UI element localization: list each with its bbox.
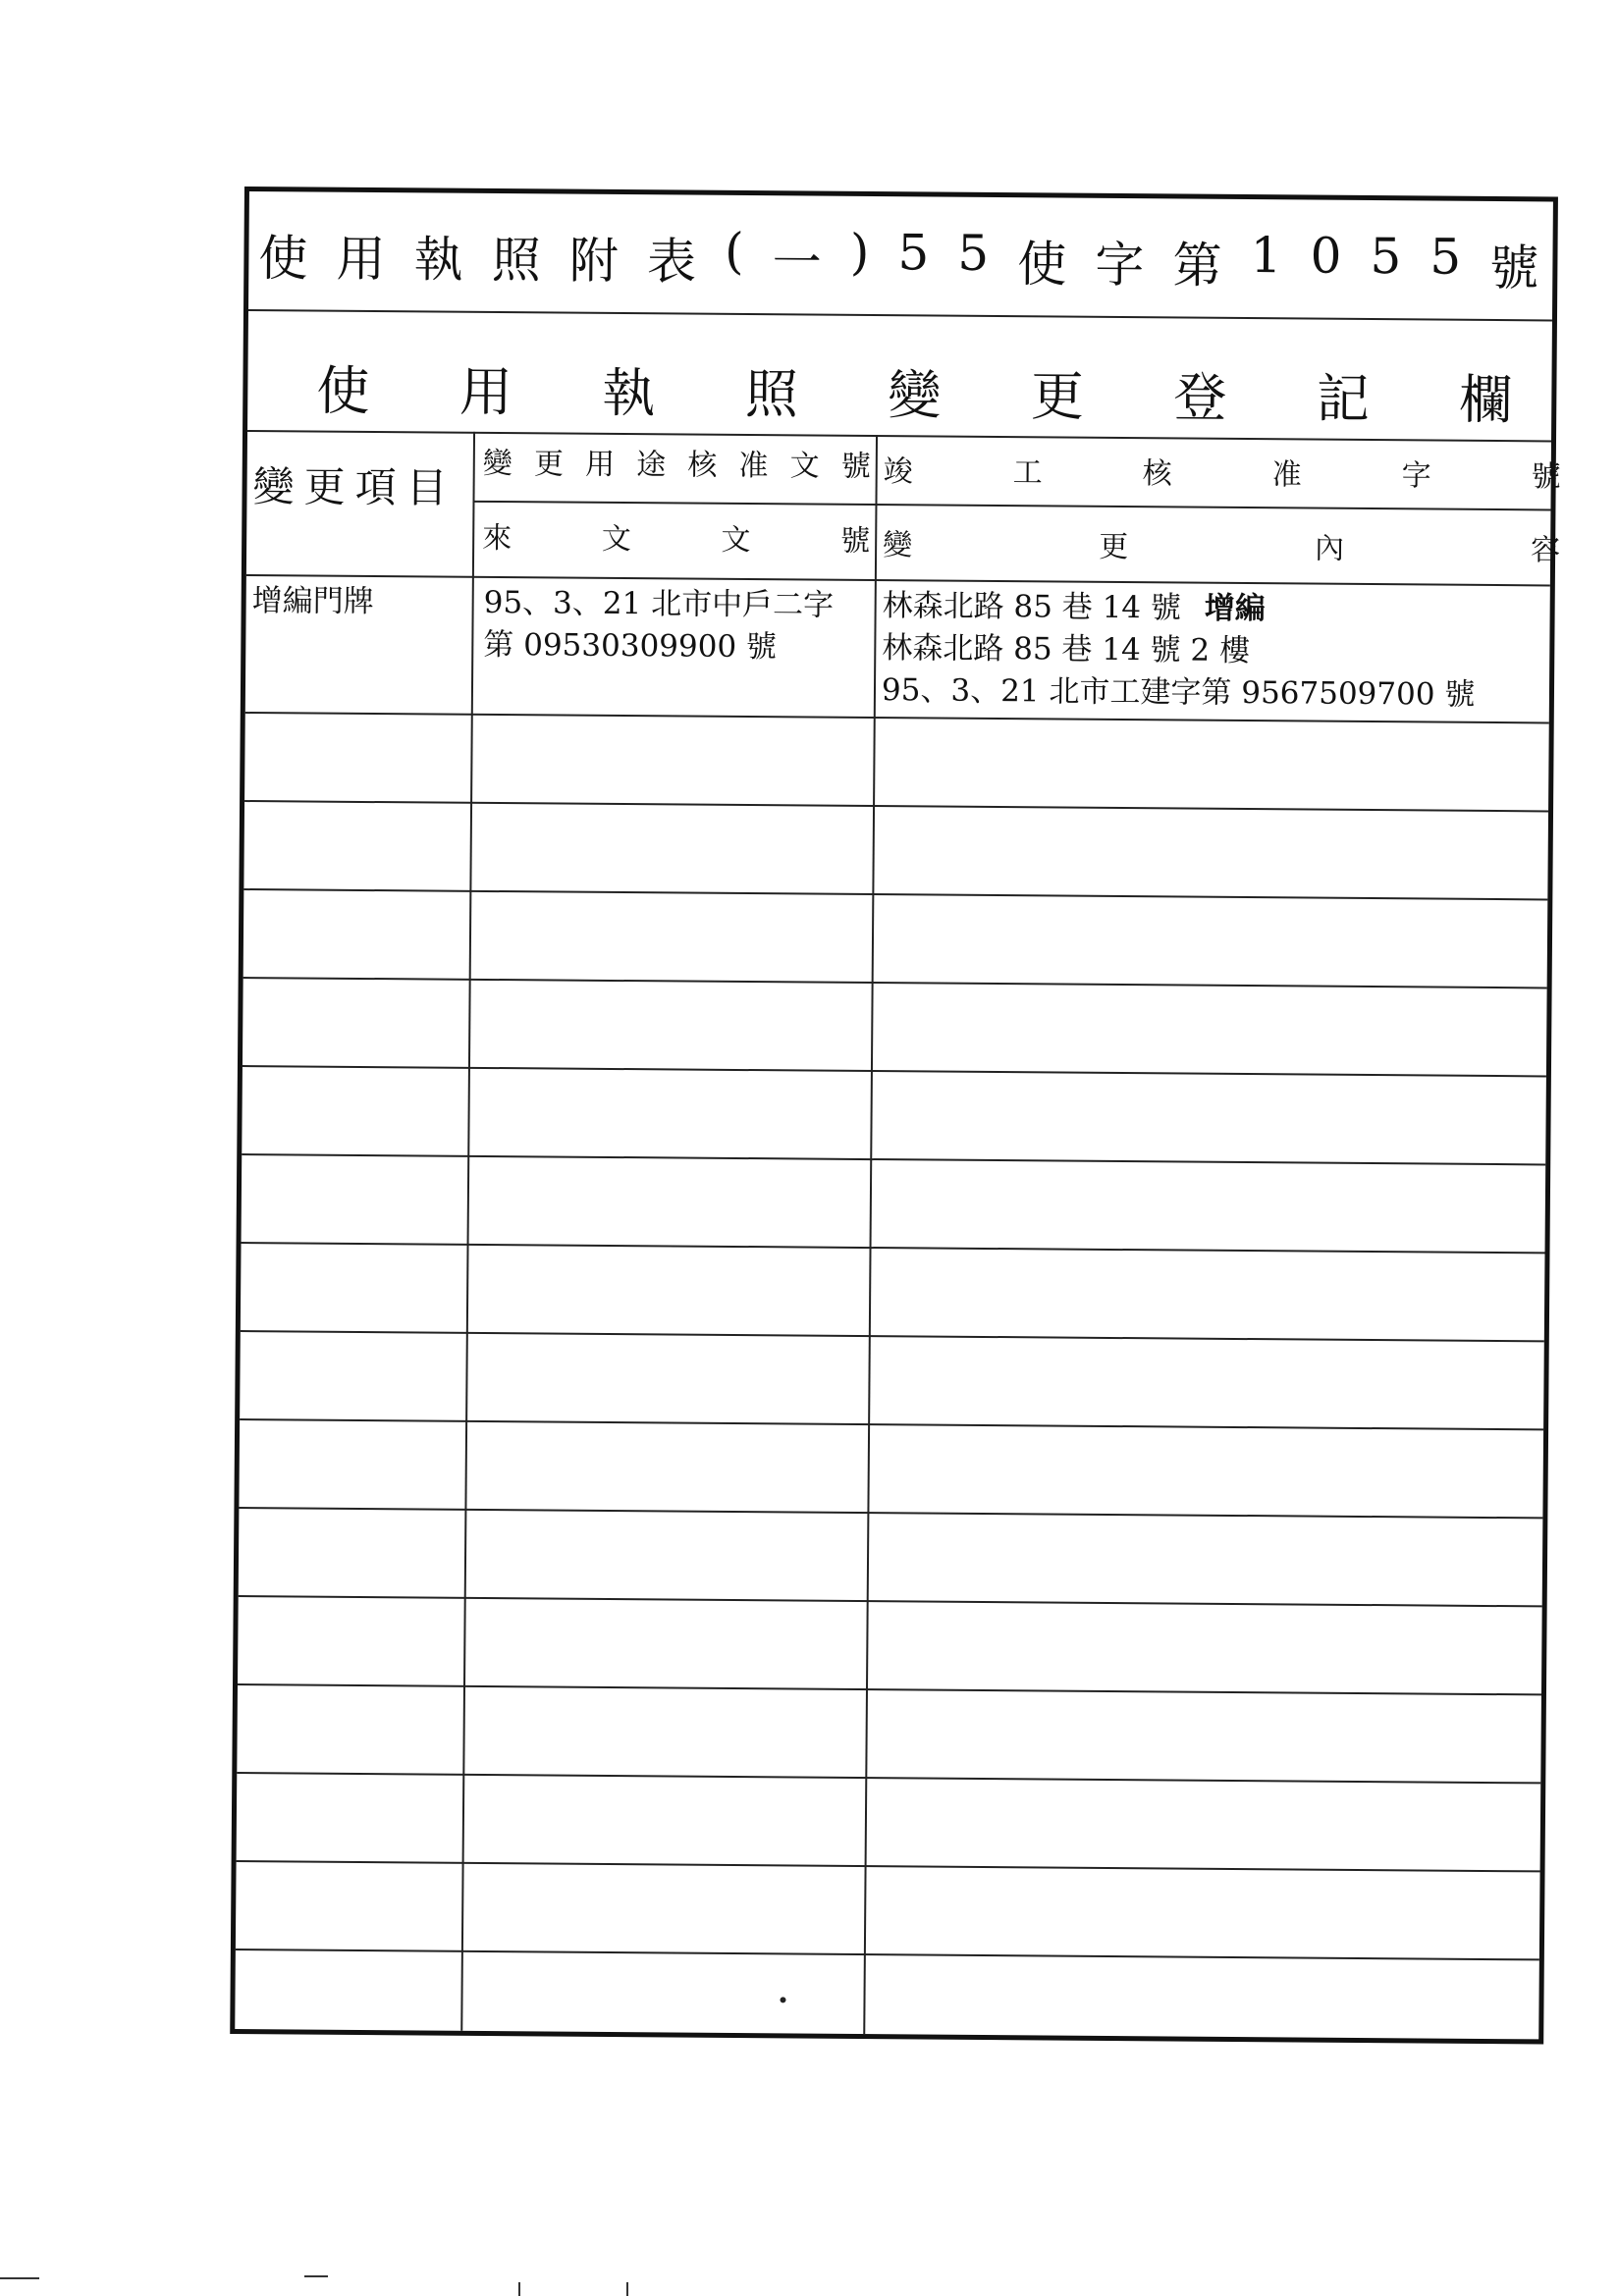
glyph: 用 [336,230,388,289]
row-content-line3: 95、3、21 北市工建字第 9567509700 號 [881,672,1476,713]
license-form-frame [230,187,1561,2044]
row-doc-line2: 第 09530309900 號 [483,626,778,666]
glyph: 執 [602,361,656,425]
row-line [238,1683,1541,1695]
glyph: 核 [687,448,718,483]
glyph: 照 [491,231,543,290]
row-line [239,1595,1542,1607]
glyph: 5 [897,224,932,282]
glyph: 准 [738,448,769,484]
scan-speck [0,2277,39,2279]
glyph: 用 [584,447,616,482]
glyph: 變 [482,446,512,482]
row-line [243,888,1547,900]
glyph: 准 [1271,457,1302,493]
column-header-completion-approval [884,447,1561,495]
content-address: 林森北路 85 巷 14 號 [882,588,1182,626]
glyph: 變 [883,528,913,563]
glyph: ( [724,222,746,281]
row-content-line1 [882,585,1265,630]
divider [248,309,1552,321]
column-header-incoming-doc [482,513,870,560]
row-line [241,1330,1544,1342]
glyph: 核 [1142,456,1172,492]
scan-speck [304,2275,328,2277]
glyph: 來 [482,520,512,557]
glyph: 一 [772,234,824,292]
scan-speck [626,2282,628,2296]
column-header-change-content [883,520,1560,568]
glyph: 文 [721,522,751,559]
glyph: 竣 [883,454,913,490]
divider [472,501,1550,511]
row-doc-line1: 95、3、21 北市中戶二字 [483,584,835,623]
glyph: 號 [1489,239,1541,297]
row-line [237,1860,1540,1872]
row-line [243,1065,1546,1077]
glyph: 5 [1429,228,1464,286]
glyph: 號 [840,523,871,560]
glyph: 登 [1173,366,1227,429]
row-line [244,800,1548,812]
glyph: 字 [1095,236,1147,294]
ink-dot [780,1997,785,2002]
row-line [242,1153,1545,1165]
glyph: 附 [568,232,621,291]
glyph: 更 [533,447,565,482]
glyph: 欄 [1459,368,1513,432]
glyph: 0 [1310,227,1344,285]
row-change-item: 增編門牌 [251,583,374,620]
glyph: 執 [413,231,465,289]
glyph: 5 [957,224,992,282]
glyph: 號 [1531,459,1561,495]
row-line [236,1949,1539,1960]
glyph: 文 [789,449,820,484]
glyph: 更 [1030,365,1085,428]
glyph: 5 [1370,228,1404,286]
change-register-title [316,349,1513,435]
glyph: 記 [1316,367,1371,431]
glyph: 使 [1017,236,1069,294]
glyph: 更 [1099,529,1129,565]
glyph: 變 [888,364,942,427]
column-divider [863,435,878,2034]
glyph: 1 [1250,227,1284,285]
glyph: 表 [646,233,699,291]
glyph: 工 [1012,455,1043,491]
scan-speck [518,2282,520,2296]
glyph: 第 [1172,237,1224,294]
glyph: 容 [1530,533,1561,568]
glyph: 使 [316,359,370,423]
glyph: 號 [840,449,871,485]
glyph: 照 [744,363,799,426]
glyph: 內 [1314,531,1345,566]
content-emphasis: 增編 [1204,590,1266,627]
row-line [243,977,1547,988]
glyph: 用 [458,360,513,424]
license-title [258,219,1541,299]
row-line [242,1242,1545,1254]
glyph: 使 [258,230,310,288]
glyph: ) [849,223,872,282]
column-header-change-item: 變更項目 [252,462,458,512]
row-line [240,1418,1543,1430]
row-line [237,1772,1540,1784]
row-content-line2: 林森北路 85 巷 14 號 2 樓 [882,630,1251,669]
glyph: 文 [601,521,631,558]
glyph: 途 [636,448,667,483]
column-divider [460,432,475,2031]
glyph: 字 [1401,458,1431,494]
row-line [239,1507,1542,1519]
column-header-approval-doc [483,439,871,485]
